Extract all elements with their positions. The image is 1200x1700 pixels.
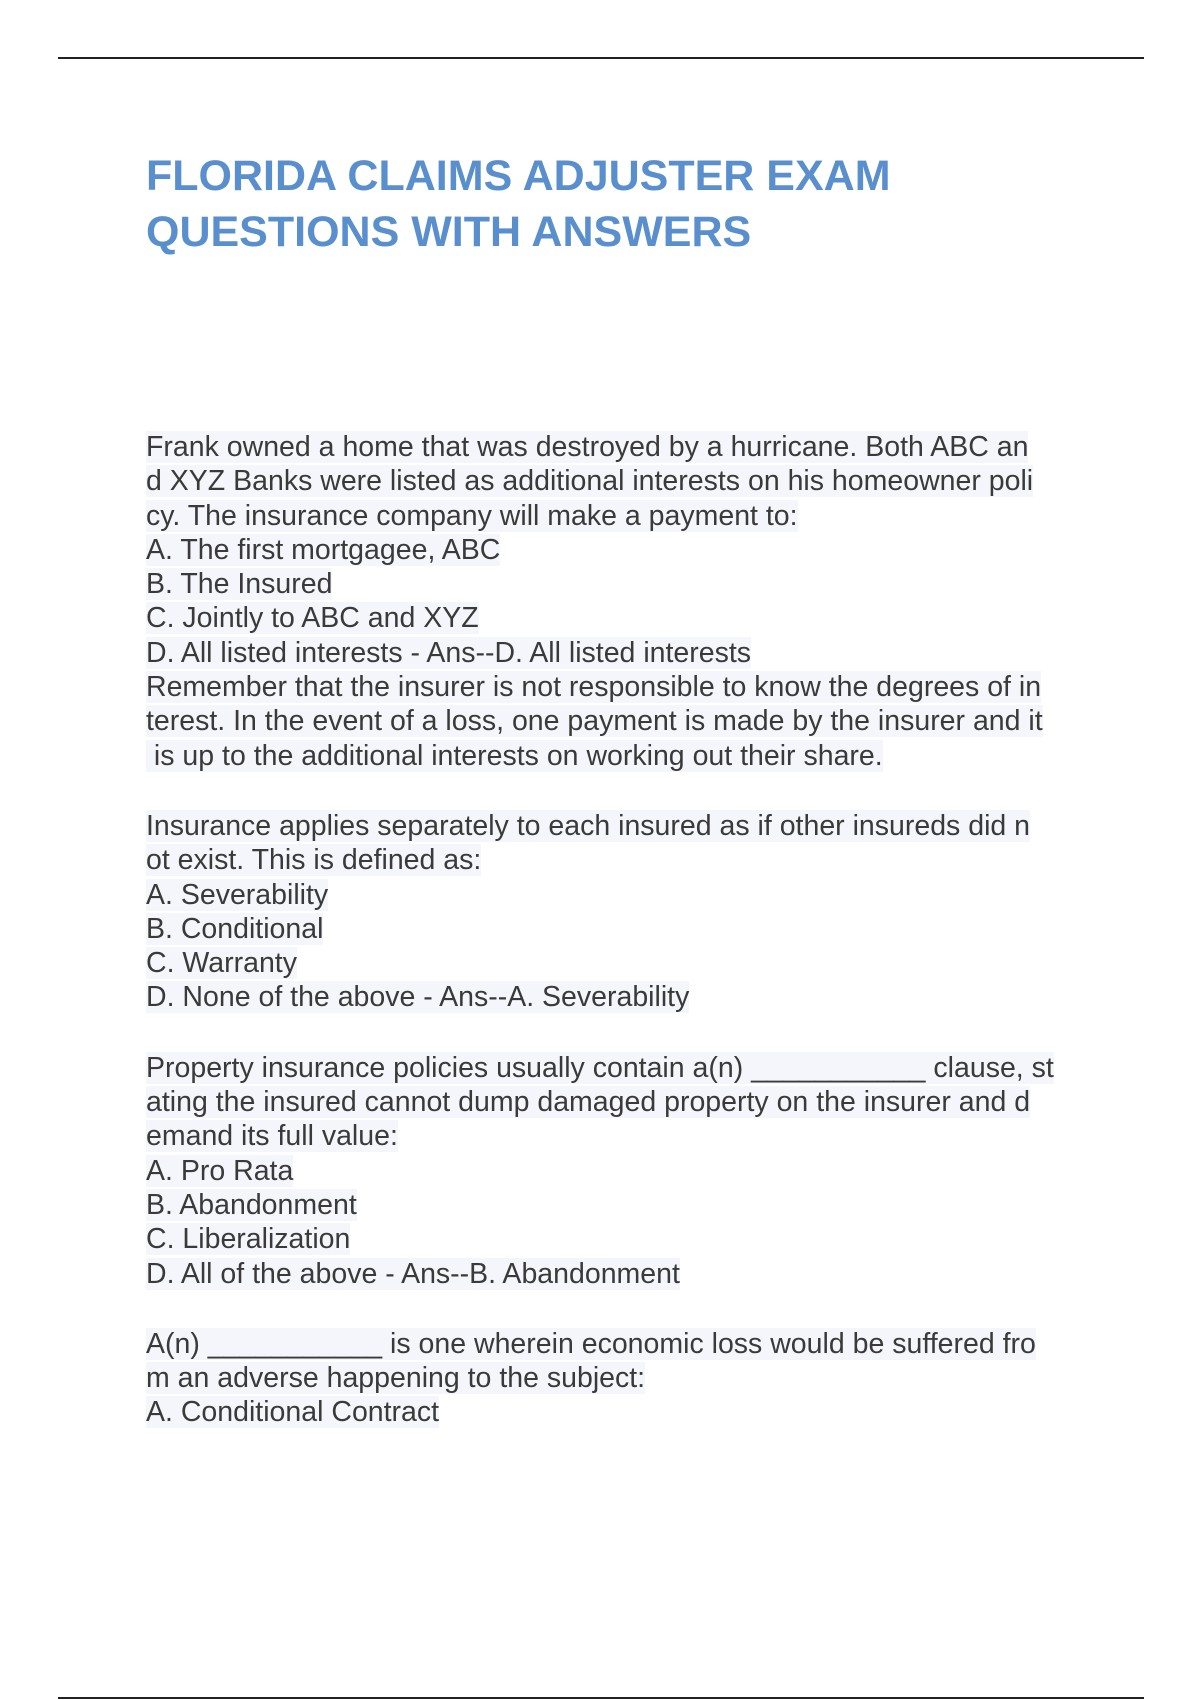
bottom-rule [58,1697,1144,1699]
question-line: m an adverse happening to the subject: [146,1362,646,1395]
answer-option: A. Pro Rata [146,1154,294,1187]
title-line-2: QUESTIONS WITH ANSWERS [146,208,752,256]
question-line: d XYZ Banks were listed as additional interests on his homeowner poli [146,465,1034,498]
question-list [146,430,1106,1466]
answer-option: D. None of the above - Ans--A. Severability [146,981,690,1014]
answer-option: D. All listed interests - Ans--D. All listed interests [146,636,752,669]
answer-option: B. Conditional [146,912,324,945]
answer-option: A. The first mortgagee, ABC [146,533,501,566]
answer-option: C. Warranty [146,947,297,980]
answer-option: A. Conditional Contract [146,1396,440,1429]
answer-option: C. Jointly to ABC and XYZ [146,602,479,635]
explanation-line: terest. In the event of a loss, one payment is made by the insurer and it [146,705,1043,738]
explanation-line: Remember that the insurer is not responsible to know the degrees of in [146,671,1042,704]
answer-option: A. Severability [146,878,329,911]
question-line: Frank owned a home that was destroyed by a hurricane. Both ABC an [146,431,1029,463]
answer-option: B. The Insured [146,568,333,601]
title-line-1: FLORIDA CLAIMS ADJUSTER EXAM [146,152,891,200]
answer-option: B. Abandonment [146,1188,357,1221]
explanation-line: is up to the additional interests on working out their share. [146,739,883,772]
question-line: ot exist. This is defined as: [146,844,482,877]
question-line: Property insurance policies usually contain a(n) ___________ clause, st [146,1051,1054,1084]
question-block-1 [146,430,1106,773]
document-title [146,148,1106,260]
top-rule [58,57,1144,59]
question-line: cy. The insurance company will make a payment to: [146,499,798,532]
question-line: emand its full value: [146,1120,398,1153]
answer-option: D. All of the above - Ans--B. Abandonment [146,1257,680,1290]
question-line: Insurance applies separately to each insured as if other insureds did n [146,809,1031,842]
question-block-3 [146,1051,1106,1291]
question-block-2 [146,809,1106,1015]
question-block-4 [146,1327,1106,1430]
question-line: A(n) ___________ is one wherein economic loss would be suffered fro [146,1327,1036,1360]
question-line: ating the insured cannot dump damaged property on the insurer and d [146,1086,1031,1119]
answer-option: C. Liberalization [146,1223,351,1256]
